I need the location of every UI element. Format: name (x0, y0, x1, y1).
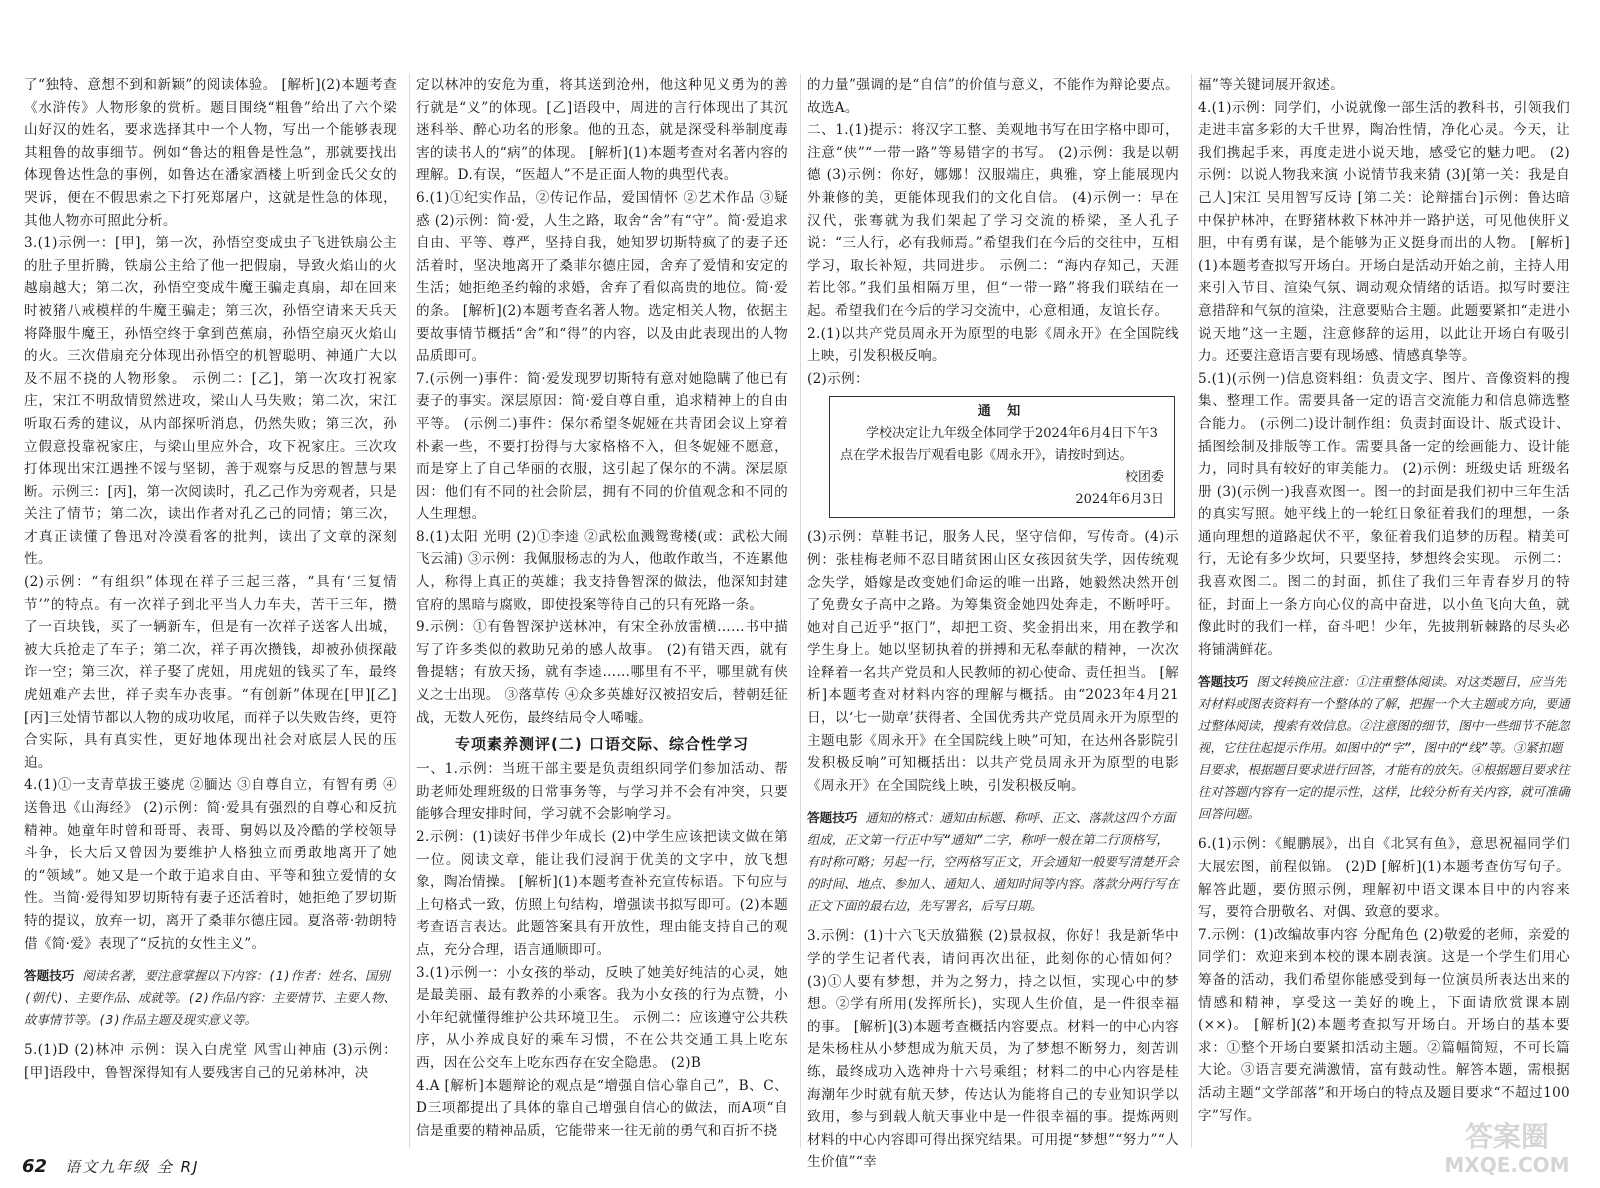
answer-paragraph: 了“独特、意想不到和新颖”的阅读体验。 [解析](2)本题考查《水浒传》人物形象的赏析。题目围绕“粗鲁”给出了六个梁山好汉的姓名，要求选择其中一个人物，写出一个能够表现其粗鲁的故事细节。例如“鲁达的粗鲁是性急”，那就要找出体现鲁达性急的事例，如鲁达在潘家酒楼上听到金氏父女的哭诉，便在不假思索之下打死郑屠户，这就是性急的体现，其他人物亦可照此分析。 (24, 77, 397, 229)
notice-signature: 校团委 (1124, 470, 1164, 486)
section-title: 专项素养测评(二) 口语交际、综合性学习 (455, 735, 749, 754)
answer-paragraph: 9.示例：①有鲁智深护送林冲，有宋全孙放雷横……书中描写了许多类似的救助兄弟的感人故事。 (2)有错天西，就有鲁提辖；有放天扬，就有李逵……哪里有不平，哪里就有侠义之士出现。 ③落草传 ④众多英雄好汉被招安后，替朝廷征战，无数人死伤，最终结局令人唏嘘。 (416, 619, 788, 726)
answer-paragraph: 4.(1)示例：同学们，小说就像一部生活的教科书，引领我们走进丰富多彩的大千世界，陶冶性情，净化心灵。今天，让我们携起手来，再度走进小说天地，感受它的魅力吧。 (2)示例：以说人物我来演 小说情节我来猜 (3)[第一关：我是自己人]宋江 吴用智写反诗 [第二关：论辩擂台]示例：鲁达暗中保护林冲，在野猪林救下林冲并一路护送，可见他侠肝义胆，中有勇有谋，是个能够为正义挺身而出的人物。 [解析](1)本题考查拟写开场白。开场白是活动开始之前，主持人用来引入节目、渲染气氛、调动观众情绪的话语。拟写时要注意措辞和气氛的渲染，注意要贴合主题。此题要紧扣“走进小说天地”这一主题，注意修辞的运用，以此让开场白有吸引力。还要注意语言要有现场感、情感真挚等。 (1198, 99, 1570, 365)
answer-paragraph: 3.(1)示例一：[甲]，第一次，孙悟空变成虫子飞进铁扇公主的肚子里折腾，铁扇公主给了他一把假扇，导致火焰山的火越扇越大；第二次，孙悟空变成牛魔王骗走真扇，却在回来时被猪八戒模样的牛魔王骗走；第三次，孙悟空请来天兵天将降服牛魔王，孙悟空终于拿到芭蕉扇，孙悟空扇灭火焰山的火。三次借扇充分体现出孙悟空的机智聪明、神通广大以及不屈不挠的人物形象。 示例二：[乙]，第一次攻打祝家庄，宋江不明敌情贸然进攻，梁山人马失败；第二次，宋江听取石秀的建议，从内部探听消息，仍然失败；第三次，孙立假意投靠祝家庄，与梁山里应外合，攻下祝家庄。三次攻打体现出宋江遇挫不馁与坚韧，善于观察与反思的智慧与果断。示例三：[丙]，第一次阅读时，孔乙己作为旁观者，只是关注了情节；第二次，读出作者对孔乙己的同情；第三次，才真正读懂了鲁迅对冷漠看客的批判，读出了文章的深刻性。 (24, 235, 397, 568)
notice-box (829, 396, 1175, 518)
tip-text: 阅读名著，要注意掌握以下内容：(1)作者：姓名、国别(朝代)、主要作品、成就等。(2)作品内容：主要情节、主要人物、故事情节等。(3)作品主题及现实意义等。 (24, 968, 396, 1028)
answer-paragraph: (2)示例： (807, 370, 869, 387)
notice-title: 通 知 (977, 404, 1027, 420)
column-3 (800, 74, 1191, 1171)
tip-label: 答题技巧 (1198, 674, 1249, 690)
answer-paragraph: 二、1.(1)提示：将汉字工整、美观地书写在田字格中即可，注意“侠”“一带一路”等易错字的书写。 (2)示例：我是以朝德 (3)示例：你好，娜娜！汉服端庄，典雅，穿上能展现内外兼修的美，更能体现我们的文化自信。 (4)示例一：早在汉代，张骞就为我们架起了学习交流的桥梁，圣人孔子说：“三人行，必有我师焉。”希望我们在今后的交往中，互相学习，取长补短，共同进步。 示例二：“海内存知己，天涯若比邻。”我们虽相隔万里，但“一带一路”将我们联结在一起。希望我们在今后的学习交流中，心意相通，友谊长存。 (807, 122, 1179, 319)
column-4 (1191, 74, 1582, 1148)
tip-text: 图文转换应注意：①注重整体阅读。对这类题目，应当先对材料或图表资料有一个整体的了解，把握一个大主题或方向，要通过整体阅读，搜索有效信息。②注意图的细节，图中一些细节不能忽视，它往往起提示作用。如图中的“字”，图中的“线”等。③紧扣题目要求，根据题目要求进行回答，才能有的放矢。④根据题目要求往往对答题内容有一定的提示性，这样，比较分析有关内容，就可准确回答问题。 (1198, 674, 1570, 822)
answer-paragraph: 6.(1)示例：《鲲鹏展》，出自《北冥有鱼》，意思祝福同学们大展宏图，前程似锦。 (2)D [解析](1)本题考查仿写句子。解答此题，要仿照示例，理解初中语文课本目中的内容来写，要符合册敬名、对偶、致意的要求。 (1198, 836, 1570, 921)
answer-paragraph: (2)示例：“有组织”体现在祥子三起三落，“具有‘三复情节’”的特点。有一次祥子到北平当人力车夫，苦干三年，攒了一百块钱，买了一辆新车，但是有一次祥子送客人出城，被大兵抢走了车子；第二次，祥子再次攒钱，却被孙侦探敲诈一空；第三次，祥子娶了虎妞，用虎妞的钱买了车，最终虎妞难产去世，祥子卖车办丧事。“有创新”体现在[甲][乙][丙]三处情节都以人物的成功收尾，而祥子以失败告终，更符合实际，具有真实性，更好地体现出社会对底层人民的压迫。 (24, 574, 397, 771)
notice-date: 2024年6月3日 (1075, 492, 1164, 508)
answer-paragraph: 3.示例：(1)十六飞天放猫猴 (2)景叔叔，你好！我是新华中学的学生记者代表，请问再次出征，此刻你的心情如何？(3)①人要有梦想，并为之努力，持之以恒，实现心中的梦想。②学有所用(发挥所长)，实现人生价值，是一件很幸福的事。 [解析](3)本题考查概括内容要点。材料一的中心内容是朱杨柱从小梦想成为航天员，为了梦想不断努力，刻苦训练，最终成功入选神舟十六号乘组；材料二的中心内容是桂海潮年少时就有航天梦，传达认为能将自己的专业知识学以致用，参与到载人航天事业中是一件很幸福的事。提炼两则材料的中心内容即可得出探究结果。可用提“梦想”“努力”“人生价值”“幸 (807, 928, 1179, 1171)
answer-paragraph: 的力量”强调的是“自信”的价值与意义，不能作为辩论要点。故选A。 (807, 77, 1179, 116)
page-number: 62 (22, 1155, 48, 1177)
watermark-top-text: 答案圈 (1464, 1120, 1550, 1153)
answer-paragraph: 4.A [解析]本题辩论的观点是“增强自信心靠自己”，B、C、D三项都提出了具体的靠自己增强自信心的做法，而A项“自信是重要的精神品质，它能带来一往无前的勇气和百折不挠 (416, 1077, 788, 1139)
answer-tip (807, 807, 1179, 917)
tip-text: 通知的格式：通知由标题、称呼、正文、落款这四个方面组成，正文第一行正中写“通知”二字，称呼一般在第二行顶格写，有时称可略；另起一行，空两格写正文，开会通知一般要写清楚开会的时间、地点、参加人、通知人、通知时间等内容。落款分两行写在正文下面的最右边，先写署名，后写日期。 (807, 810, 1179, 914)
column-1 (18, 74, 409, 1148)
answer-paragraph: 福”等关键词展开叙述。 (1198, 77, 1345, 93)
answer-paragraph: 定以林冲的安危为重，将其送到沧州，他这种见义勇为的善行就是“义”的体现。[乙]语段中，周进的言行体现出了其沉迷科举、醉心功名的形象。他的丑态，就是深受科举制度毒害的读书人的“病”的体现。 [解析](1)本题考查对名著内容的理解。D.有误，“医超人”不是正面人物的典型代表。 (416, 77, 788, 184)
notice-body: 学校决定让九年级全体同学于2024年6月4日下午3点在学术报告厅观看电影《周永开》，请按时到达。 (840, 426, 1158, 464)
answer-paragraph: 5.(1)(示例一)信息资料组：负责文字、图片、音像资料的搜集、整理工作。需要具备一定的语言交流能力和信息筛选整合能力。 (示例二)设计制作组：负责封面设计、版式设计、插图绘制及排版等工作。需要具备一定的绘画能力、设计能力，同时具有较好的审美能力。 (2)示例：班级史话 班级名册 (3)(示例一)我喜欢图一。图一的封面是我们初中三年生活的真实写照。她平线上的一轮红日象征着我们的理想，一条通向理想的道路起伏不平，象征着我们追梦的历程。精美可行，无论有多少坎坷，只要坚持，梦想终会实现。 示例二：我喜欢图二。图二的封面，抓住了我们三年青春岁月的特征，封面上一条方向心仪的高中奋进，以小鱼飞向大鱼，就像此时的我们一样，奋斗吧！少年，先披荆斩棘路的尽头必将铺满鲜花。 (1198, 370, 1570, 658)
answer-paragraph: (3)示例：草鞋书记，服务人民，坚守信仰，写传奇。(4)示例：张桂梅老师不忍目睹贫困山区女孩因贫失学，因传统观念失学，婚嫁是改变她们命运的唯一出路，她毅然决然开创了免费女子高中之路。为筹集资金她四处奔走，不断呼吁。她对自己近乎“抠门”，却把工资、奖金捐出来，用在教学和学生身上。她以坚韧执着的拼搏和无私奉献的精神，一次次诠释着一名共产党员和人民教师的初心使命、责任担当。 [解析]本题考查对材料内容的理解与概括。由“2023年4月21日，以‘七一勋章’获得者、全国优秀共产党员周永开为原型的主题电影《周永开》在全国院线上映”可知，在达州各影院引发积极反响”可知概括出：以共产党员周永开为原型的电影《周永开》在全国院线上映，引发积极反响。 (807, 529, 1179, 794)
tip-label: 答题技巧 (807, 810, 858, 826)
answer-tip (1198, 671, 1570, 825)
page-footer (0, 1144, 1600, 1188)
watermark-bottom-text: MXQE.COM (1444, 1153, 1570, 1177)
answer-paragraph: 3.(1)示例一：小女孩的举动，反映了她美好纯洁的心灵，她是最美丽、最有教养的小乘客。我为小女孩的行为点赞，小小年纪就懂得维护公共环境卫生。 示例二：应该遵守公共秩序，从小养成良好的乘车习惯，不在公共交通工具上吃东西，因在公交车上吃东西存在安全隐患。 (2)B (416, 964, 788, 1071)
answer-paragraph: 7.(示例一)事件：简·爱发现罗切斯特有意对她隐瞒了他已有妻子的事实。深层原因：简·爱自尊自重，追求精神上的自由平等。 (示例二)事件：保尔希望冬妮娅在共青团会议上穿着朴素一些，不要打扮得与大家格格不入，但冬妮娅不愿意，而是穿上了自己华丽的衣服，这引起了保尔的不满。深层原因：他们有不同的社会阶层，拥有不同的价值观念和不同的人生理想。 (416, 370, 788, 523)
watermark-logo (1432, 1114, 1582, 1180)
answer-paragraph: 5.(1)D (2)林冲 示例：误入白虎堂 风雪山神庙 (3)示例：[甲]语段中，鲁智深得知有人要残害自己的兄弟林冲，决 (24, 1042, 397, 1081)
answer-tip (24, 965, 397, 1031)
answer-paragraph: 8.(1)太阳 光明 (2)①李逵 ②武松血溅鸳鸯楼(或：武松大闹飞云浦) ③示例：我佩服杨志的为人，他敢作敢当，不连累他人，称得上真正的英雄；我支持鲁智深的做法，他深知封建官府的黑暗与腐败，即使投案等待自己的只有死路一条。 (416, 528, 788, 613)
answer-paragraph: 7.示例：(1)改编故事内容 分配角色 (2)敬爱的老师，亲爱的同学们：欢迎来到本校的课本剧表演。这是一个学生们用心筹备的活动，我们希望你能感受到每一位演员所表达出来的情感和精神，享受这一美好的晚上，下面请欣赏课本剧(××)。 [解析](2)本题考查拟写开场白。开场白的基本要求：①整个开场白要紧扣活动主题。②篇幅简短，不可长篇大论。③语言要充满激情，富有鼓动性。解答本题，需根据活动主题“文学部落”和开场白的特点及题目要求“不超过100字”写作。 (1198, 926, 1570, 1124)
column-2 (409, 74, 800, 1148)
answer-paragraph: 2.(1)以共产党员周永开为原型的电影《周永开》在全国院线上映，引发积极反响。 (807, 325, 1179, 365)
answer-paragraph: 6.(1)①纪实作品，②传记作品，爱国情怀 ②艺术作品 ③疑惑 (2)示例：简·爱，人生之路，取舍“舍”有“守”。简·爱追求自由、平等、尊严，坚持自我，她知罗切斯特疯了的妻子还活着时，坚决地离开了桑菲尔德庄园，舍弃了爱情和安定的生活；她拒绝圣约翰的求婚，舍弃了看似高贵的地位。简·爱的条。 [解析](2)本题考查名著人物。选定相关人物，依据主要故事情节概括“舍”和“得”的内容，以及由此表现出的人物品质即可。 (416, 189, 788, 365)
book-title: 语文九年级 全 RJ (65, 1157, 200, 1176)
answer-paragraph: 2.示例：(1)读好书伴少年成长 (2)中学生应该把读文做在第一位。阅读文章，能让我们浸润于优美的文字中，放飞想象，陶冶情操。 [解析](1)本题考查补充宣传标语。下句应与上句格式一致，仿照上句结构，增强读书拟写即可。(2)本题考查语言表达。此题答案具有开放性，理由能支持自己的观点，充分合理，语言通顺即可。 (416, 829, 788, 958)
answer-paragraph: 一、1.示例：当班干部主要是负责组织同学们参加活动、帮助老师处理班级的日常事务等，与学习并不会有冲突，只要能够合理安排时间，学习就不会影响学习。 (416, 761, 788, 823)
tip-label: 答题技巧 (24, 968, 75, 984)
answer-paragraph: 4.(1)①一支青草拔王婆虎 ②腼达 ③自尊自立，有智有勇 ④送鲁迅《山海经》 (2)示例：简·爱具有强烈的自尊心和反抗精神。她童年时曾和哥哥、表哥、舅妈以及冷酷的学校领导斗争，长大后又曾因为要维护人格独立而勇敢地离开了她的“领域”。她又是一个敢于追求自由、平等和独立爱情的女性。当简·爱得知罗切斯特有妻子还活着时，她拒绝了罗切斯特的提议，放弃一切，离开了桑菲尔德庄园。夏洛蒂·勃朗特借《简·爱》表现了“反抗的女性主义”。 (24, 777, 397, 952)
